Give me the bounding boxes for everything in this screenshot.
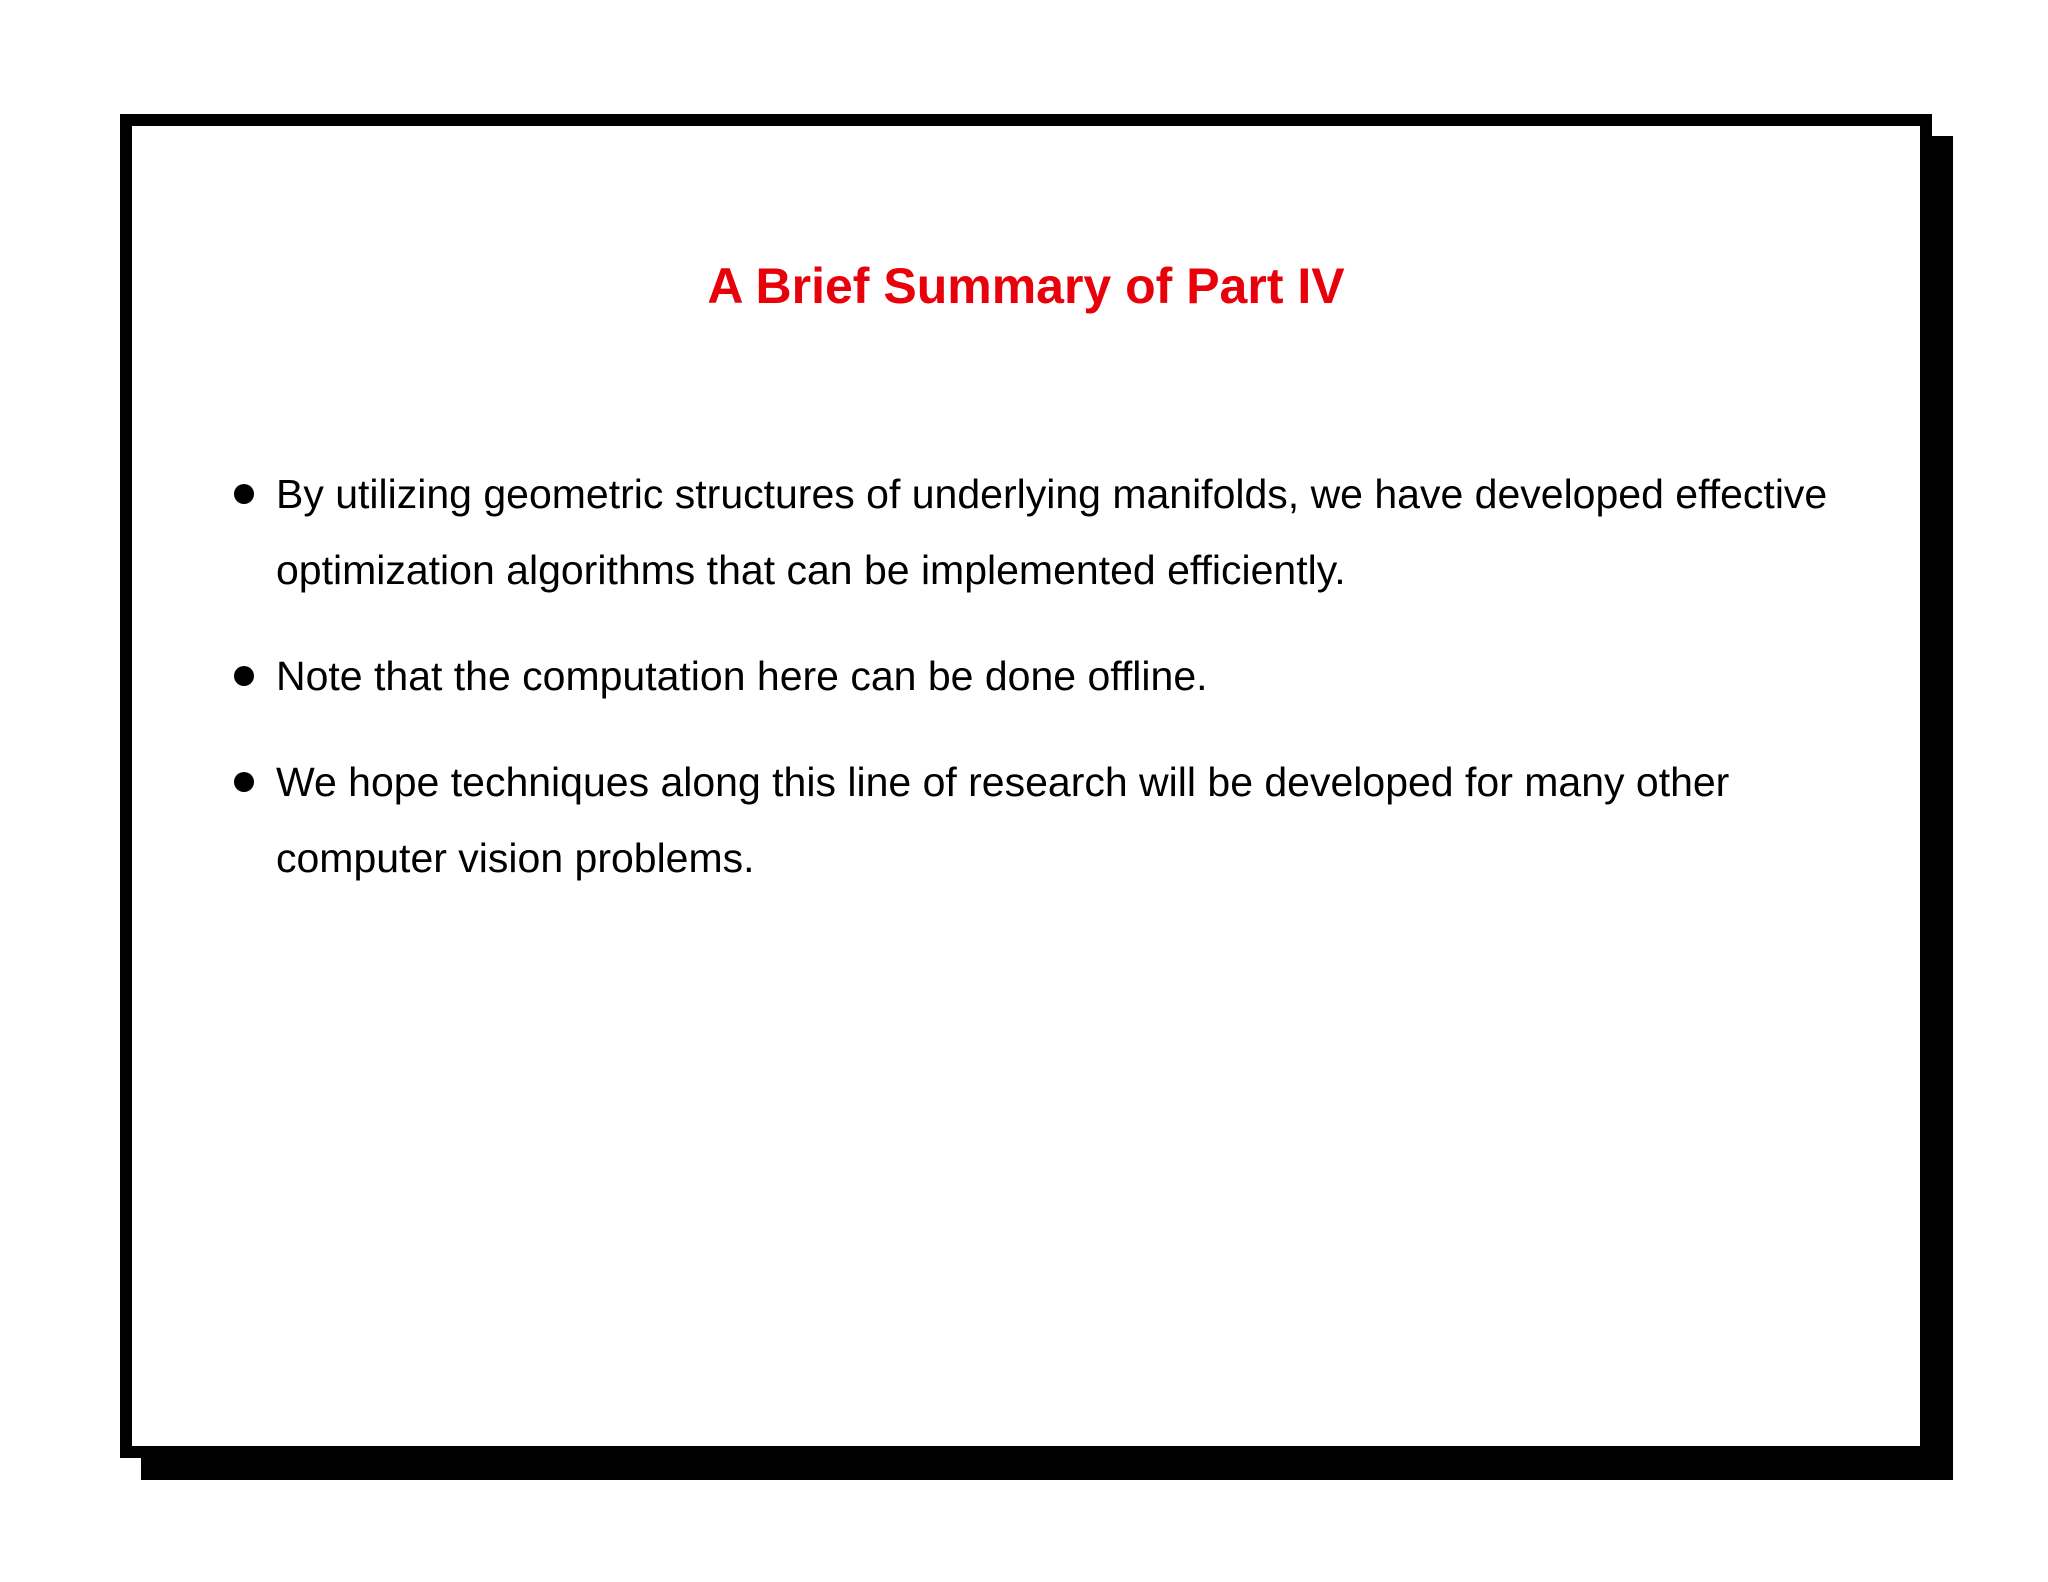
bullet-item: [228, 456, 1868, 608]
bullet-dot-icon: [234, 666, 254, 686]
slide-frame: [120, 114, 1932, 1458]
bullet-dot-icon: [234, 772, 254, 792]
bullet-list: [228, 456, 1868, 926]
bullet-dot-icon: [234, 484, 254, 504]
bullet-text: Note that the computation here can be done offline.: [276, 653, 1208, 699]
bullet-text: By utilizing geometric structures of underlying manifolds, we have developed effective optimization algorithms that can be implemented efficiently.: [276, 471, 1828, 593]
bullet-item: [228, 744, 1868, 896]
bullet-text: We hope techniques along this line of research will be developed for many other computer vision problems.: [276, 759, 1730, 881]
bullet-item: [228, 638, 1868, 714]
slide-title: A Brief Summary of Part IV: [707, 258, 1345, 314]
